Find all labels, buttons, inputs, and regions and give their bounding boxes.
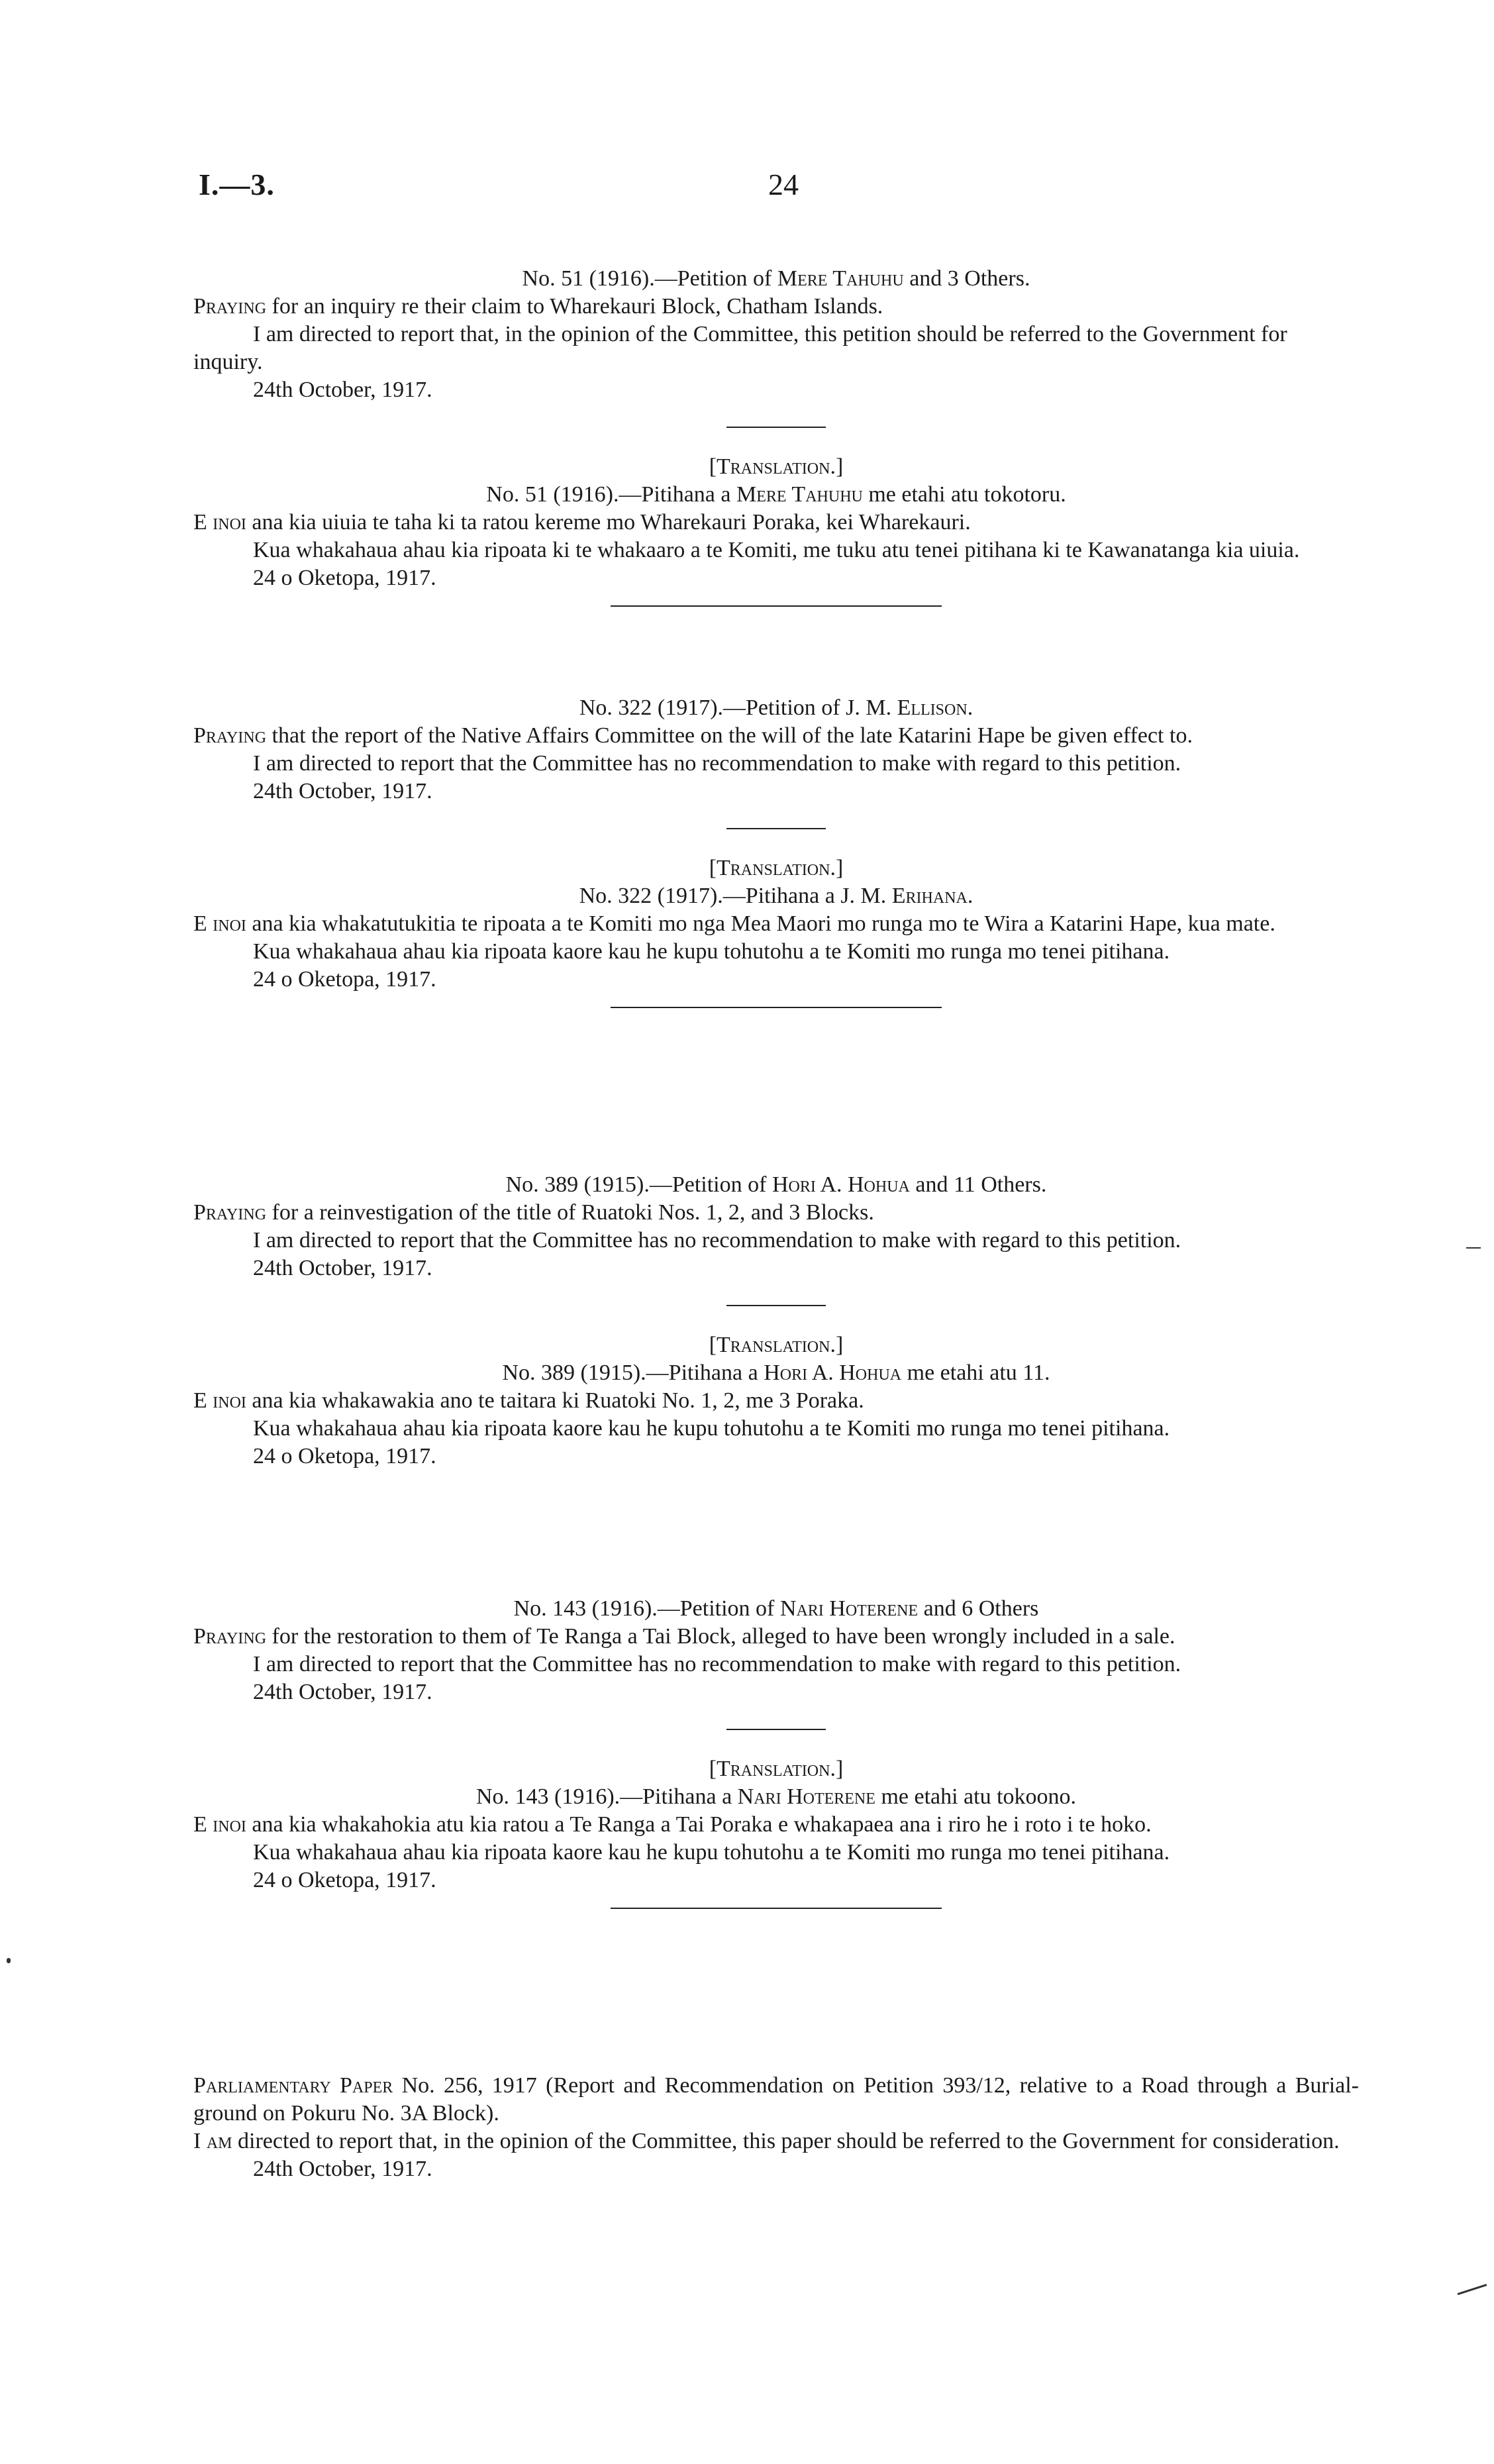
scan-mark (1458, 2284, 1487, 2295)
report-date: 24th October, 1917. (253, 1680, 432, 1704)
translation-report: Kua whakahaua ahau kia ripoata kaore kau he kupu tohutohu a te Komiti mo runga mo tenei pitihana. (253, 1416, 1170, 1441)
page-number: 24 (768, 168, 799, 201)
translation-date: 24 o Oketopa, 1917. (253, 967, 436, 992)
translation-praying: E inoi ana kia whakatutukitia te ripoata a te Komiti mo nga Mea Maori mo runga mo te Wira a Katarini Hape, kua mate. (193, 911, 1275, 936)
translation-praying: E inoi ana kia uiuia te taha ki ta ratou kereme mo Wharekauri Poraka, kei Wharekauri. (193, 510, 971, 535)
petition-title: No. 51 (1916).—Petition of Mere Tahuhu and 3 Others. (522, 266, 1030, 291)
translation-date: 24 o Oketopa, 1917. (253, 1444, 436, 1468)
translation-date: 24 o Oketopa, 1917. (253, 566, 436, 590)
committee-report: I am directed to report that the Committee has no recommendation to make with regard to this petition. (253, 1228, 1181, 1253)
translation-praying: E inoi ana kia whakawakia ano te taitara ki Ruatoki No. 1, 2, me 3 Poraka. (193, 1388, 864, 1413)
translation-title: No. 51 (1916).—Pitihana a Mere Tahuhu me etahi atu tokotoru. (486, 482, 1066, 507)
translation-title: No. 389 (1915).—Pitihana a Hori A. Hohua me etahi atu 11. (502, 1360, 1050, 1385)
scan-mark (1466, 1247, 1481, 1249)
committee-report: I am directed to report that the Committee has no recommendation to make with regard to this petition. (253, 1652, 1181, 1676)
entry-divider (611, 1007, 942, 1008)
praying-paragraph: Praying for a reinvestigation of the title of Ruatoki Nos. 1, 2, and 3 Blocks. (193, 1200, 874, 1225)
report-date: 24th October, 1917. (253, 378, 432, 402)
translation-label: [Translation.] (709, 454, 844, 479)
translation-label: [Translation.] (709, 1333, 844, 1357)
petition-entry (193, 1171, 1359, 1470)
petition-title: No. 322 (1917).—Petition of J. M. Ellison. (579, 695, 973, 720)
translation-label: [Translation.] (709, 856, 844, 880)
translation-praying: E inoi ana kia whakahokia atu kia ratou a Te Ranga a Tai Poraka e whakapaea ana i riro he i roto i te hoko. (193, 1812, 1152, 1837)
praying-paragraph: Praying for an inquiry re their claim to Wharekauri Block, Chatham Islands. (193, 294, 883, 319)
paper-report: I am directed to report that, in the opinion of the Committee, this paper should be referred to the Government for consideration. (193, 2129, 1340, 2153)
petition-title: No. 389 (1915).—Petition of Hori A. Hohua and 11 Others. (505, 1172, 1047, 1197)
petition-entry (193, 694, 1359, 1008)
parliamentary-paper-entry (193, 2072, 1359, 2183)
praying-paragraph: Praying that the report of the Native Affairs Committee on the will of the late Katarini Hape be given effect to. (193, 723, 1193, 748)
report-date: 24th October, 1917. (253, 779, 432, 803)
petition-entry (193, 1595, 1359, 1909)
entry-divider (611, 1908, 942, 1909)
paper-reference: I.—3. (199, 168, 275, 201)
translation-report: Kua whakahaua ahau kia ripoata ki te whakaaro a te Komiti, me tuku atu tenei pitihana ki te Kawanatanga kia uiuia. (253, 538, 1300, 562)
petition-entry (193, 265, 1359, 607)
translation-date: 24 o Oketopa, 1917. (253, 1868, 436, 1892)
committee-report: I am directed to report that, in the opinion of the Committee, this petition should be referred to the Government for inquiry. (193, 322, 1287, 374)
petition-title: No. 143 (1916).—Petition of Nari Hoterene and 6 Others (513, 1596, 1039, 1621)
entry-divider (611, 605, 942, 607)
scan-mark (7, 1958, 11, 1963)
translation-label: [Translation.] (709, 1757, 844, 1781)
committee-report: I am directed to report that the Committee has no recommendation to make with regard to this petition. (253, 751, 1181, 776)
translation-report: Kua whakahaua ahau kia ripoata kaore kau he kupu tohutohu a te Komiti mo runga mo tenei pitihana. (253, 939, 1170, 964)
translation-title: No. 322 (1917).—Pitihana a J. M. Erihana. (579, 884, 973, 908)
report-date: 24th October, 1917. (253, 1256, 432, 1280)
praying-paragraph: Praying for the restoration to them of Te Ranga a Tai Block, alleged to have been wrongly included in a sale. (193, 1624, 1175, 1649)
paper-title: Parliamentary Paper No. 256, 1917 (Report and Recommendation on Petition 393/12, relative to a Road through a Burial-ground on Pokuru No. 3A Block). (193, 2073, 1359, 2126)
paper-date: 24th October, 1917. (253, 2157, 432, 2181)
translation-title: No. 143 (1916).—Pitihana a Nari Hoterene me etahi atu tokoono. (475, 1784, 1077, 1809)
translation-report: Kua whakahaua ahau kia ripoata kaore kau he kupu tohutohu a te Komiti mo runga mo tenei pitihana. (253, 1840, 1170, 1865)
